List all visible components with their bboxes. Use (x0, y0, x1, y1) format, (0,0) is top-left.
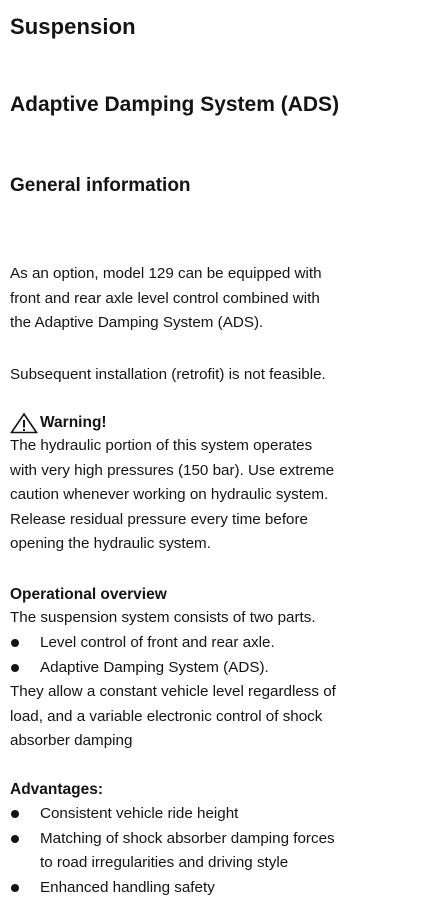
intro-line: the Adaptive Damping System (ADS). (10, 314, 264, 332)
overview-summary-line: absorber damping (10, 732, 133, 750)
list-item (10, 827, 435, 876)
bullet-icon (11, 639, 19, 647)
warning-paragraph (10, 434, 435, 557)
advantages-heading: Advantages: (10, 781, 104, 798)
advantages-bullet-list (10, 802, 435, 900)
overview-heading: Operational overview (10, 586, 167, 603)
warning-line: caution whenever working on hydraulic system. (10, 486, 329, 504)
list-item-text: Consistent vehicle ride height (40, 805, 239, 822)
list-item (10, 656, 435, 681)
overview-bullet-list (10, 631, 435, 680)
page-title: Adaptive Damping System (ADS) (10, 93, 340, 116)
warning-line: opening the hydraulic system. (10, 535, 211, 553)
list-item-text: Enhanced handling safety (40, 878, 215, 896)
list-item-text: to road irregularities and driving style (40, 854, 289, 872)
list-item (10, 631, 435, 656)
intro-paragraph (10, 262, 435, 336)
section-heading: Suspension (10, 14, 136, 39)
list-item (10, 876, 435, 901)
bullet-icon (11, 810, 19, 818)
warning-line: The hydraulic portion of this system operates (10, 437, 313, 454)
warning-heading (10, 412, 107, 434)
warning-line: Release residual pressure every time before (10, 510, 308, 528)
overview-intro (10, 606, 435, 631)
warning-line: with very high pressures (150 bar). Use extreme (10, 461, 335, 479)
retrofit-paragraph (10, 363, 435, 388)
list-item (10, 802, 435, 827)
intro-line: front and rear axle level control combined with (10, 289, 320, 307)
overview-summary-line: load, and a variable electronic control of shock (10, 707, 323, 725)
list-item-text: Adaptive Damping System (ADS). (40, 658, 269, 676)
list-item-text: Matching of shock absorber damping forces (40, 829, 335, 847)
subtitle-heading: General information (10, 175, 191, 196)
overview-summary (10, 680, 435, 754)
intro-line: As an option, model 129 can be equipped with (10, 265, 322, 282)
overview-summary-line: They allow a constant vehicle level regardless of (10, 683, 336, 700)
bullet-icon (11, 664, 19, 672)
bullet-icon (11, 835, 19, 843)
warning-title-text: Warning! (40, 414, 107, 431)
warning-triangle-icon (10, 412, 38, 434)
bullet-icon (11, 884, 19, 892)
retrofit-text: Subsequent installation (retrofit) is not feasible. (10, 366, 326, 383)
list-item-text: Level control of front and rear axle. (40, 634, 275, 651)
overview-intro-text: The suspension system consists of two parts. (10, 609, 316, 626)
